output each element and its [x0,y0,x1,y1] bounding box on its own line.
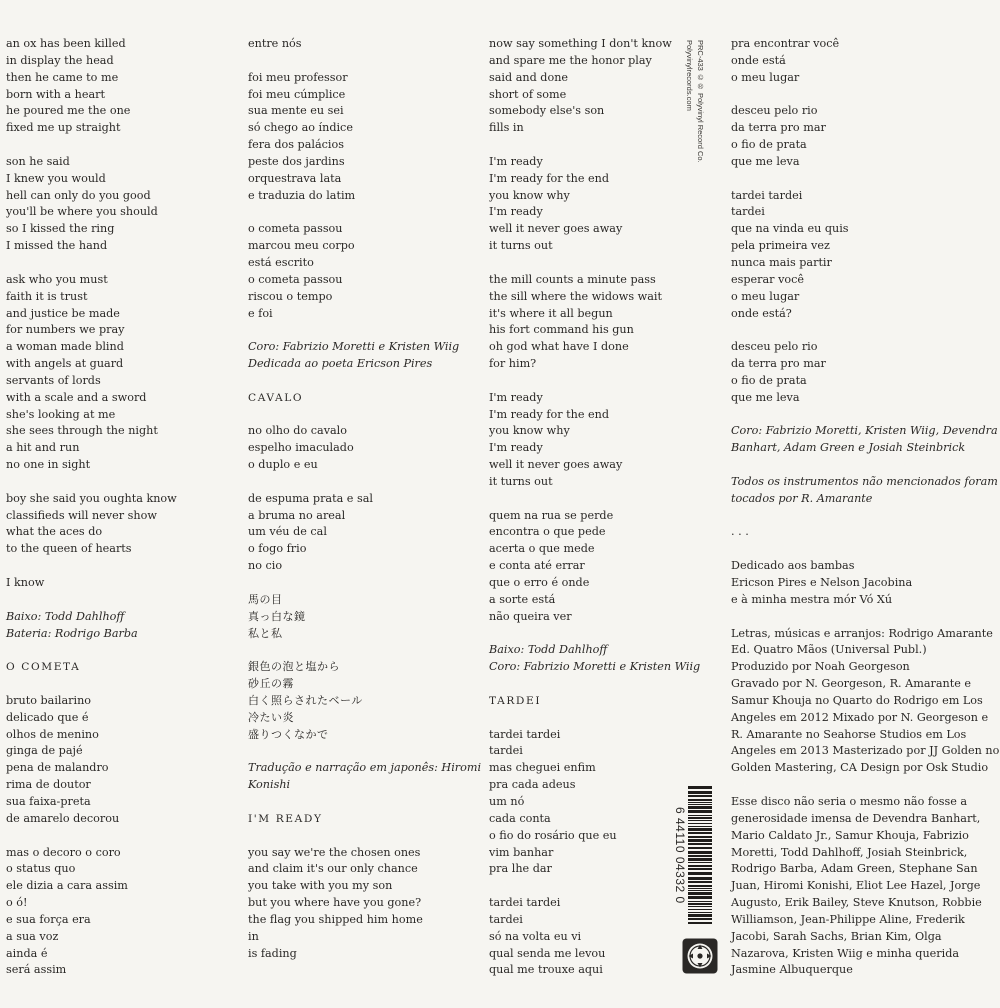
lyric-line: I know [6,576,45,589]
lyric-line: I'm ready [489,154,543,168]
lyric-line: um nó [489,794,525,808]
lyric-line: da terra pro mar [731,121,826,135]
credit-line: Tradução e narração em japonês: Hiromi [248,761,482,775]
lyric-line: 銀色の泡と塩から [248,660,340,674]
stanza-gap [489,255,674,272]
lyric-line: I knew you would [6,171,106,185]
lyric-line: e traduzia do latim [248,188,356,202]
lyric-line: e conta até errar [489,559,585,573]
lyrics-column-1 [6,36,236,979]
barcode-bar [688,858,712,861]
lyric-line: and justice be made [6,306,120,320]
lyric-line: I'm ready for the end [489,171,609,185]
lyric-line: Juan, Hiromi Konishi, Eliot Lee Hazel, Jorge [731,879,981,893]
lyric-line: o fio de prata [731,373,807,387]
lyric-line: o fogo frio [248,542,307,556]
lyric-line: o fio de prata [731,138,807,152]
lyric-line: faith it is trust [6,289,88,303]
lyric-line: da terra pro mar [731,357,826,371]
stanza-gap [248,407,478,424]
stanza-gap [248,373,478,390]
lyric-line: I'm ready [489,441,543,455]
lyric-line: a bruma no areal [248,508,346,522]
barcode-icon [674,780,714,930]
lyric-line: desceu pelo rio [731,340,818,354]
barcode-bar [688,815,712,816]
lyric-line: Angeles em 2013 Masterizado por JJ Golden no [731,744,1000,758]
lyric-line: she sees through the night [6,424,158,438]
lyric-line: entre nós [248,37,302,50]
stanza-gap [6,828,236,845]
lyric-line: que me leva [731,154,800,168]
lyric-line: no cio [248,559,283,573]
lyric-line: o ó! [6,896,28,910]
stanza-gap [731,87,993,104]
lyric-line: . . . [731,525,749,539]
barcode-bar [688,903,712,905]
lyric-line: with angels at guard [6,357,124,371]
lyric-line: the sill where the widows wait [489,289,662,303]
lyric-line: de amarelo decorou [6,811,120,825]
lyric-line: you'll be where you should [6,205,158,219]
stanza-gap [6,137,236,154]
lyric-line: the mill counts a minute pass [489,272,656,286]
lyric-line: o cometa passou [248,222,343,236]
lyric-line: 盛りつくなかで [248,727,329,741]
barcode-bar [688,906,712,907]
lyric-line: but you where have you gone? [248,896,422,910]
lyric-line: tardei tardei [489,727,561,741]
lyric-line: you say we're the chosen ones [248,845,421,859]
lyric-line: an ox has been killed [6,37,126,50]
stanza-gap [248,322,478,339]
song-title: O COMETA [6,661,81,674]
credit-line: Bateria: Rodrigo Barba [6,626,138,640]
credit-line: Banhart, Adam Green e Josiah Steinbrick [731,441,966,455]
lyric-line: classifieds will never show [6,508,157,522]
lyric-line: I'm ready [489,390,543,404]
lyric-line: short of some [489,87,567,101]
barcode-bar [688,896,712,899]
barcode-number: 6 44110 04332 0 [673,806,687,904]
lyric-line: R. Amarante no Seahorse Studios em Los [731,727,967,741]
barcode-bar [688,802,712,803]
lyric-line: e foi [248,306,273,320]
lyric-line: 冷たい炎 [248,710,294,724]
stanza-gap [248,474,478,491]
lyric-line: pra lhe dar [489,862,552,876]
lyric-line: and claim it's our only chance [248,862,418,876]
lyric-line: Moretti, Todd Dahlhoff, Josiah Steinbrick, [731,845,968,859]
lyric-line: pena de malandro [6,761,109,775]
lyric-line: de espuma prata e sal [248,491,373,505]
credit-line: Baixo: Todd Dahlhoff [6,609,125,623]
barcode-bar [688,862,712,863]
barcode-bar [688,806,712,809]
barcode-bar [688,823,712,824]
lyric-line: foi meu professor [248,70,348,84]
credit-line: Coro: Fabrizio Moretti e Kristen Wiig [489,660,701,674]
lyric-line: será assim [6,963,67,977]
lyric-line: tardei [489,912,523,926]
barcode-bar [688,795,712,797]
lyric-line: orquestrava lata [248,171,342,185]
lyric-line: Ed. Quatro Mãos (Universal Publ.) [731,643,927,657]
polyvinyl-logo-graphic [682,938,718,974]
lyric-line: encontra o que pede [489,525,606,539]
stanza-gap [6,642,236,659]
lyric-line: ginga de pajé [6,744,83,758]
lyric-line: mas cheguei enfim [489,761,596,775]
barcode-bar [688,836,712,838]
lyric-line: Jacobi, Sarah Sachs, Brian Kim, Olga [731,929,942,943]
barcode-bar [688,868,712,870]
lyric-line: Augusto, Erik Bailey, Steve Knutson, Robbie [731,896,982,910]
lyric-line: to the queen of hearts [6,542,132,556]
lyric-line: 白く照らされたベール [248,693,363,707]
barcode-bar [688,912,712,913]
barcode-bar [688,851,712,854]
lyric-line: I missed the hand [6,239,108,253]
lyric-line: riscou o tempo [248,289,333,303]
lyric-line: pra cada adeus [489,778,576,792]
stanza-gap [248,794,478,811]
lyric-line: and spare me the honor play [489,53,652,67]
lyric-line: a sorte está [489,592,556,606]
stanza-gap [248,828,478,845]
lyric-line: onde está? [731,306,792,320]
lyric-line: he poured me the one [6,104,131,118]
barcode-bar [688,922,712,924]
lyric-line: in [248,929,259,943]
credit-line: Coro: Fabrizio Moretti e Kristen Wiig [248,340,460,354]
stanza-gap [731,171,993,188]
lyric-line: it turns out [489,474,553,488]
lyric-line: delicado que é [6,710,89,724]
lyric-line: Golden Mastering, CA Design por Osk Studio [731,761,989,775]
lyric-line: o meu lugar [731,70,800,84]
lyric-line: o status quo [6,862,76,876]
lyric-line: Angeles em 2012 Mixado por N. Georgeson e [731,710,989,724]
lyric-line: um véu de cal [248,525,327,539]
lyric-line: no olho do cavalo [248,424,347,438]
barcode-bar [688,826,712,827]
barcode-bar [688,909,712,910]
stanza-gap [489,491,674,508]
lyric-line: you know why [489,188,570,202]
lyric-line: peste dos jardins [248,154,345,168]
stanza-gap [248,743,478,760]
lyric-line: is fading [248,946,297,960]
stanza-gap [489,137,674,154]
credit-line: Baixo: Todd Dahlhoff [489,643,608,657]
lyric-line: o duplo e eu [248,458,318,472]
lyric-line: qual me trouxe aqui [489,963,603,977]
lyric-line: his fort command his gun [489,323,634,337]
lyric-line: e à minha mestra mór Vó Xú [731,592,893,606]
lyric-line: o cometa passou [248,272,343,286]
lyric-line: you take with you my son [248,879,393,893]
stanza-gap [731,541,993,558]
stanza-gap [6,592,236,609]
lyric-line: Ericson Pires e Nelson Jacobina [731,576,913,589]
lyric-line: fera dos palácios [248,138,344,152]
lyric-line: generosidade imensa de Devendra Banhart, [731,811,981,825]
lyric-line: now say something I don't know [489,37,672,50]
lyric-line: o fio do rosário que eu [489,828,617,842]
stanza-gap [6,676,236,693]
lyric-line: ainda é [6,946,48,960]
stanza-gap [6,558,236,575]
lyric-line: Nazarova, Kristen Wiig e minha querida [731,946,960,960]
barcode-bar [688,810,712,813]
lyric-line: with a scale and a sword [6,390,147,404]
barcode-bar [688,914,712,917]
lyric-line: ele dizia a cara assim [6,879,128,893]
lyric-line: tardei tardei [731,188,803,202]
lyric-line: she's looking at me [6,407,116,421]
barcode-bar [688,804,712,805]
stanza-gap [489,626,674,643]
lyric-line: desceu pelo rio [731,104,818,118]
lyric-line: 真っ白な鏡 [248,609,306,623]
lyric-line: hell can only do you good [6,188,151,202]
lyric-line: you know why [489,424,570,438]
lyric-line: somebody else's son [489,104,605,118]
lyric-line: Rodrigo Barba, Adam Green, Stephane San [731,862,978,876]
lyric-line: it turns out [489,239,553,253]
stanza-gap [489,373,674,390]
stanza-gap [489,710,674,727]
credit-line: Todos os instrumentos não mencionados foram [731,474,998,488]
credit-line: Dedicada ao poeta Ericson Pires [248,357,433,371]
lyric-line: esperar você [731,272,805,286]
label-info [672,40,712,170]
lyric-line: son he said [6,154,70,168]
lyric-line: Williamson, Jean-Philippe Aline, Frederik [731,912,965,926]
lyric-line: o meu lugar [731,289,800,303]
barcode-bar [688,791,712,794]
lyric-line: Letras, músicas e arranjos: Rodrigo Amarante [731,626,993,640]
lyric-line: cada conta [489,811,551,825]
lyric-line: well it never goes away [489,458,623,472]
lyric-line: tardei tardei [489,896,561,910]
lyrics-column-4 [731,36,1000,979]
lyrics-column-2 [248,36,482,962]
barcode-bar [688,872,712,875]
barcode-bar [688,839,712,842]
lyric-line: qual senda me levou [489,946,606,960]
stanza-gap [731,407,993,424]
credit-line: tocados por R. Amarante [731,491,873,505]
barcode-bar [688,847,712,849]
label-website-text: Polyvinylrecords.com [685,40,694,111]
barcode-bar [688,865,712,867]
barcode-bar [688,881,712,883]
barcode-bar [688,828,712,831]
lyric-line: e sua força era [6,912,91,926]
lyric-line: what the aces do [6,525,103,539]
stanza-gap [731,457,993,474]
stanza-gap [731,777,993,794]
lyric-line: que me leva [731,390,800,404]
stanza-gap [731,322,993,339]
stanza-gap [248,575,478,592]
lyric-line: só na volta eu vi [489,929,582,943]
barcode-bar [688,888,712,889]
lyric-line: 私と私 [248,626,283,640]
lyric-line: boy she said you oughta know [6,491,177,505]
lyric-line: fixed me up straight [6,121,121,135]
lyric-line: vim banhar [489,845,554,859]
barcode-bar [688,832,712,834]
barcode-bar [688,877,712,880]
lyric-line: rima de doutor [6,778,91,792]
lyric-line: Samur Khouja no Quarto do Rodrigo em Los [731,693,983,707]
lyric-line: Produzido por Noah Georgeson [731,660,910,674]
barcode-bar [688,890,712,891]
credit-line: Coro: Fabrizio Moretti, Kristen Wiig, Devendra [731,424,998,438]
lyric-line: Gravado por N. Georgeson, R. Amarante e [731,677,972,691]
lyric-line: 砂丘の霧 [248,677,294,691]
stanza-gap [6,255,236,272]
barcode-bar [688,820,712,821]
stanza-gap [731,609,993,626]
lyric-line: acerta o que mede [489,542,595,556]
lyric-line: olhos de menino [6,727,99,741]
lyric-line: born with a heart [6,87,105,101]
lyric-line: for numbers we pray [6,323,125,337]
lyric-line: foi meu cúmplice [248,87,346,101]
lyric-line: Dedicado aos bambas [731,559,855,573]
song-title: CAVALO [248,391,304,404]
lyric-line: que na vinda eu quis [731,222,849,236]
lyric-line: que o erro é onde [489,576,590,589]
lyric-line: ask who you must [6,272,108,286]
stanza-gap [6,474,236,491]
stanza-gap [248,53,478,70]
lyric-line: the flag you shipped him home [248,912,423,926]
lyric-line: quem na rua se perde [489,508,614,522]
lyric-line: sua faixa-preta [6,794,91,808]
barcode-bar [688,892,712,895]
stanza-gap [248,204,478,221]
lyric-line: mas o decoro o coro [6,845,121,859]
stanza-gap [248,642,478,659]
barcode-bar [688,885,712,887]
barcode-bar [688,786,712,789]
lyric-line: só chego ao índice [248,121,353,135]
lyric-line: 馬の目 [248,592,283,606]
song-title: TARDEI [489,694,542,707]
lyric-line: bruto bailarino [6,693,92,707]
lyric-line: in display the head [6,53,114,67]
barcode-bar [688,843,712,845]
lyric-line: tardei [731,205,765,219]
barcode-bar [688,918,712,920]
lyric-line: onde está [731,53,786,67]
song-title: I'M READY [248,812,323,825]
lyric-line: well it never goes away [489,222,623,236]
lyric-line: espelho imaculado [248,441,354,455]
stanza-gap [731,508,993,525]
barcode-bar [688,799,712,801]
barcode-bar [688,901,712,902]
barcode-bar [688,855,712,857]
lyric-line: oh god what have I done [489,340,629,354]
lyric-line: I'm ready for the end [489,407,609,421]
polyvinyl-logo-icon [682,938,718,974]
label-catalog-text: PRC-433 ©® Polyvinyl Record Co. [696,40,705,163]
lyric-line: for him? [489,357,537,371]
lyric-line: fills in [489,121,524,135]
lyric-line: a sua voz [6,929,59,943]
stanza-gap [489,878,674,895]
lyric-line: tardei [489,744,523,758]
lyric-line: nunca mais partir [731,255,832,269]
lyric-line: servants of lords [6,373,101,387]
barcode-bar [688,817,712,819]
lyric-line: marcou meu corpo [248,239,355,253]
lyric-line: a woman made blind [6,340,124,354]
lyric-line: it's where it all begun [489,306,613,320]
lyric-line: I'm ready [489,205,543,219]
lyric-line: sua mente eu sei [248,104,344,118]
lyric-line: no one in sight [6,458,91,472]
lyric-line: then he came to me [6,70,119,84]
lyric-line: não queira ver [489,609,572,623]
lyric-line: pela primeira vez [731,239,830,253]
stanza-gap [489,676,674,693]
lyric-line: está escrito [248,255,314,269]
lyric-line: pra encontrar você [731,37,840,50]
lyric-line: Mario Caldato Jr., Samur Khouja, Fabrizio [731,828,969,842]
lyric-line: Jasmine Albuquerque [731,963,853,977]
credit-line: Konishi [248,778,291,792]
lyric-line: Esse disco não seria o mesmo não fosse a [731,794,968,808]
lyric-line: a hit and run [6,441,80,455]
lyric-line: said and done [489,70,569,84]
lyric-line: so I kissed the ring [6,222,115,236]
